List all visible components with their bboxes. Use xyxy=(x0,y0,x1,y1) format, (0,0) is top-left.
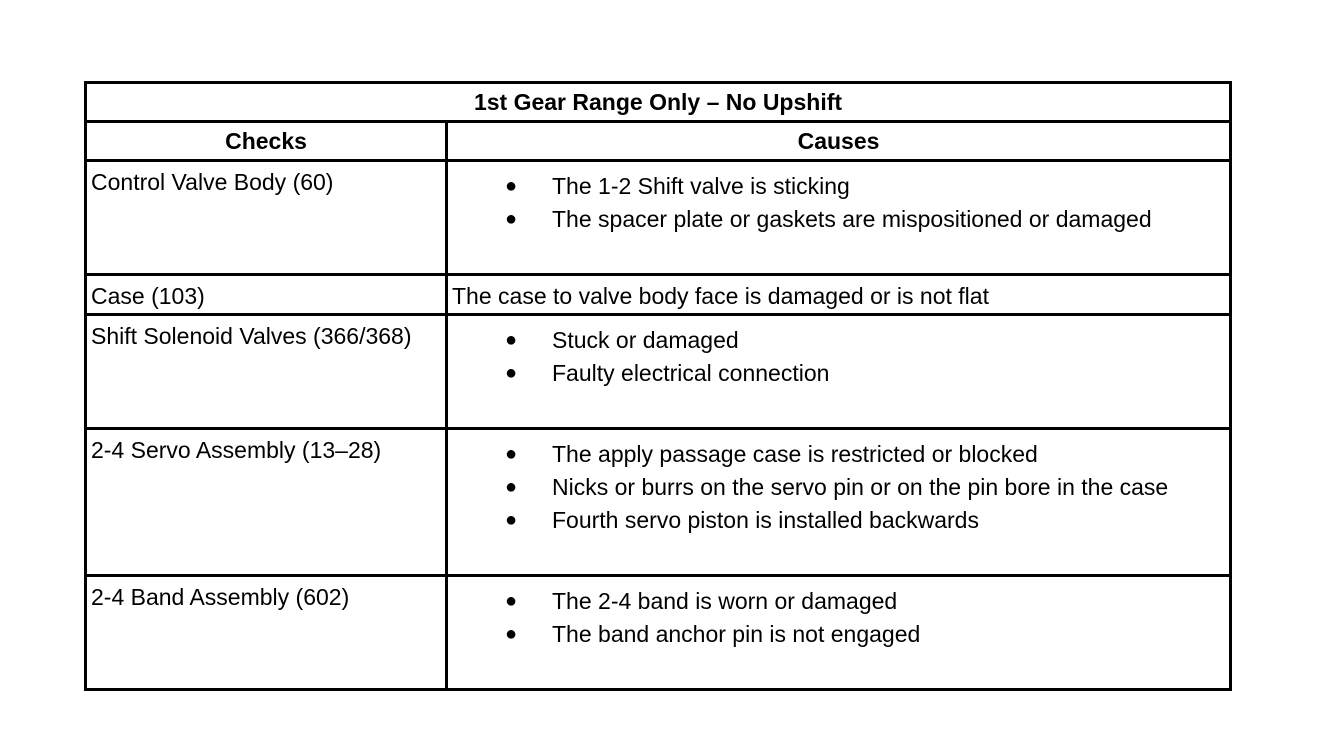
bullet-icon: ● xyxy=(505,476,518,498)
table-row xyxy=(86,576,1231,690)
causes-cell xyxy=(447,315,1231,429)
list-item xyxy=(448,471,1229,504)
list-item xyxy=(448,357,1229,390)
column-header-causes: Causes xyxy=(447,122,1231,161)
table-title: 1st Gear Range Only – No Upshift xyxy=(86,83,1231,122)
list-item xyxy=(448,618,1229,651)
cause-text: The apply passage case is restricted or blocked xyxy=(552,441,1038,467)
cause-text: The 2-4 band is worn or damaged xyxy=(552,588,898,614)
table-row xyxy=(86,315,1231,429)
bullet-icon: ● xyxy=(505,208,518,230)
check-cell: 2-4 Servo Assembly (13–28) xyxy=(86,429,447,576)
causes-list xyxy=(448,162,1229,236)
cause-text: Nicks or burrs on the servo pin or on the pin bore in the case xyxy=(552,474,1169,500)
check-cell: Shift Solenoid Valves (366/368) xyxy=(86,315,447,429)
table-row xyxy=(86,429,1231,576)
bullet-icon: ● xyxy=(505,443,518,465)
causes-cell xyxy=(447,429,1231,576)
cause-cell: The case to valve body face is damaged or is not flat xyxy=(447,275,1231,315)
header-row xyxy=(86,122,1231,161)
diagnosis-table xyxy=(84,81,1232,691)
check-cell: Case (103) xyxy=(86,275,447,315)
table-row xyxy=(86,161,1231,275)
table-row xyxy=(86,275,1231,315)
column-header-checks: Checks xyxy=(86,122,447,161)
list-item xyxy=(448,438,1229,471)
bullet-icon: ● xyxy=(505,509,518,531)
list-item xyxy=(448,504,1229,537)
check-cell: Control Valve Body (60) xyxy=(86,161,447,275)
list-item xyxy=(448,585,1229,618)
cause-text: Stuck or damaged xyxy=(552,327,739,353)
cause-text: The 1-2 Shift valve is sticking xyxy=(552,173,850,199)
bullet-icon: ● xyxy=(505,175,518,197)
check-cell: 2-4 Band Assembly (602) xyxy=(86,576,447,690)
causes-list xyxy=(448,316,1229,390)
causes-list xyxy=(448,430,1229,537)
causes-cell xyxy=(447,576,1231,690)
list-item xyxy=(448,203,1229,236)
cause-text: The spacer plate or gaskets are mispositioned or damaged xyxy=(552,206,1152,232)
cause-text: Fourth servo piston is installed backwards xyxy=(552,507,979,533)
bullet-icon: ● xyxy=(505,329,518,351)
list-item xyxy=(448,324,1229,357)
causes-cell xyxy=(447,161,1231,275)
cause-text: Faulty electrical connection xyxy=(552,360,830,386)
bullet-icon: ● xyxy=(505,590,518,612)
bullet-icon: ● xyxy=(505,623,518,645)
bullet-icon: ● xyxy=(505,362,518,384)
list-item xyxy=(448,170,1229,203)
causes-list xyxy=(448,577,1229,651)
cause-text: The band anchor pin is not engaged xyxy=(552,621,921,647)
title-row xyxy=(86,83,1231,122)
